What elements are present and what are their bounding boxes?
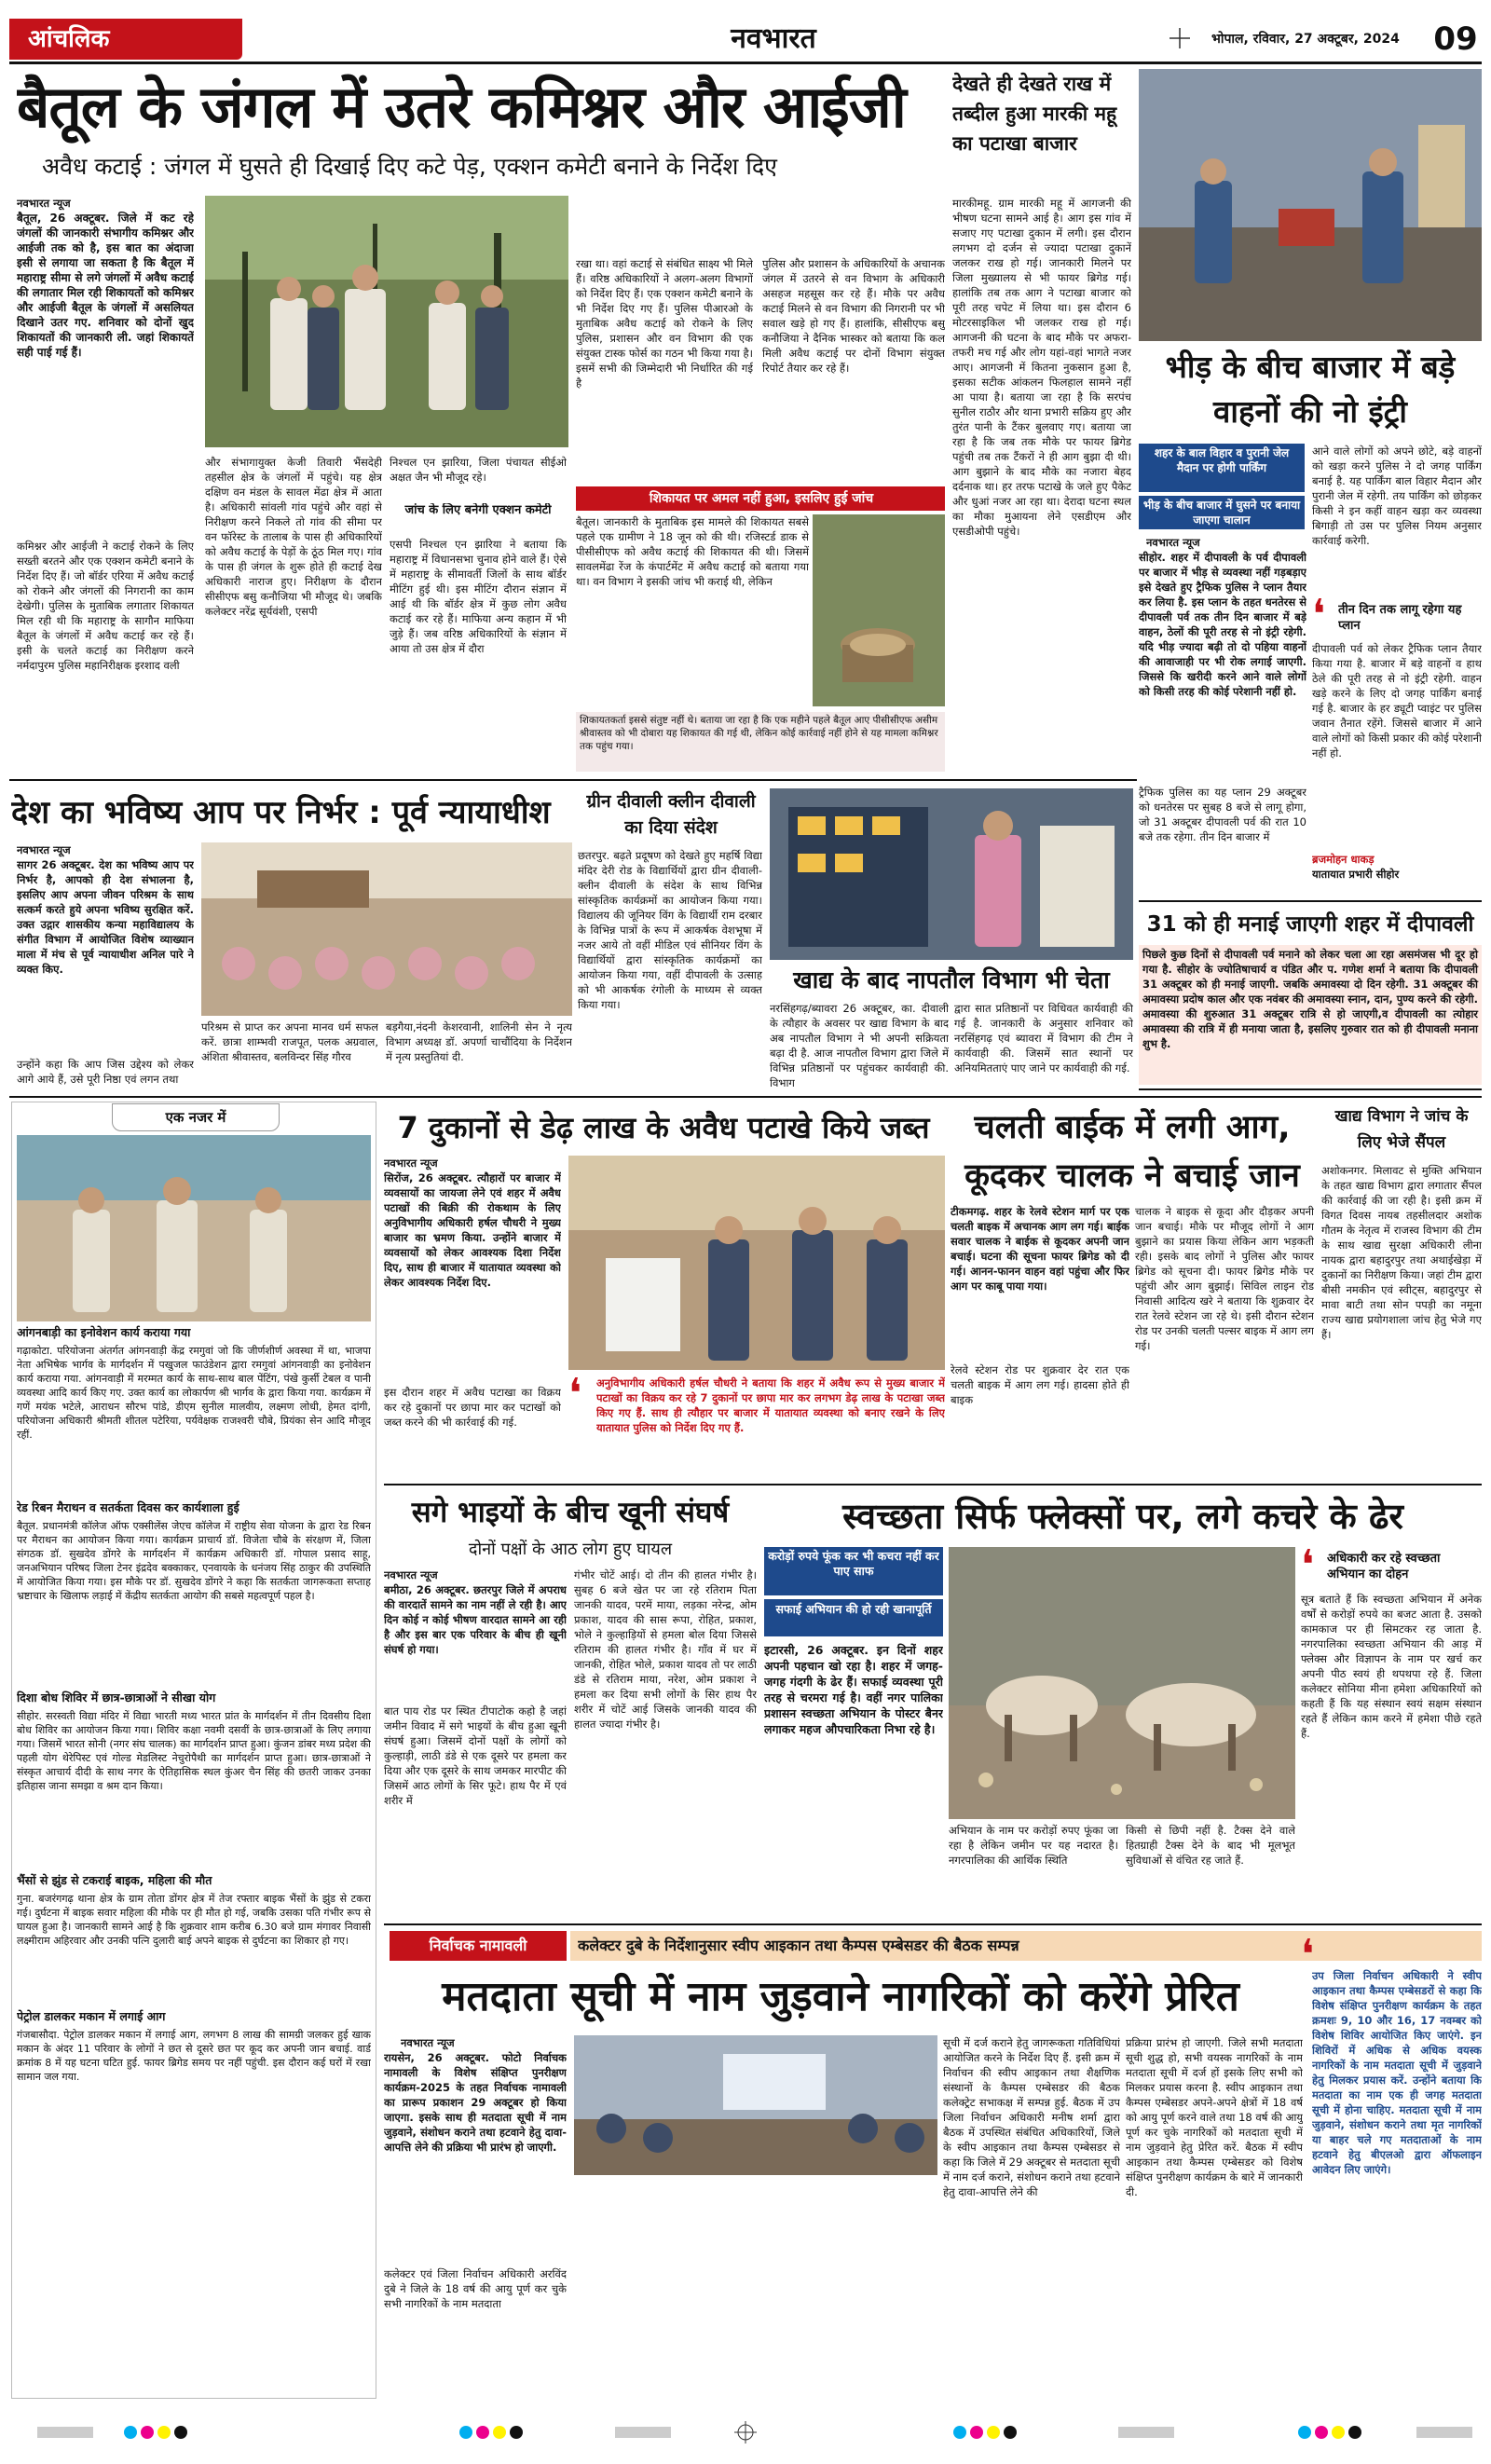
traffic-text3: आने वाले लोगों को अपने छोटे, बड़े वाहनों को खड़ा करने पुलिस ने दो जगह पार्किंग बनाई है. यह पार्किंग बाल विहार मैदान और पुरानी जेल में रहेगी. तय पार्किंग को छोड़कर किसी ने इन कहीं वाहन खड़ा कर व्यवस्था बिगाड़ी तो उस पर पुलिस नियम अनुसार कार्रवाई करेगी. xyxy=(1312,445,1482,547)
clean-quote-text: सूत्र बताते हैं कि स्वच्छता अभियान में अनेक वर्षों से करोड़ों रुपये का बजट आता है. उसको कामकाज पर ही सिमटकर रह जाता है. नगरपालिका स्वच्छता अभियान की आड़ में फ्लेक्स और विज्ञापन के नाम पर खर्च कर अपनी पीठ स्वयं ही थपथपा रहे हैं. जिला कलेक्टर सोनिया मीना हमेशा अधिकारियों को कहती हैं कि यह संस्थान स्वयं सक्षम संस्थान रहते हैं लेकिन काम करने में हमेशा पीछे रहते हैं. xyxy=(1301,1593,1482,1740)
registration-marks-top xyxy=(0,0,1491,9)
brothers-text2: बात पाय रोड पर स्थित टीपाटोक कहो है जहां जमीन विवाद में सगे भाइयों के बीच हुआ खूनी संघर्ष हुआ। जिसमें दोनों पक्षों के लोगों को कुल्हाड़ी, लाठी डंडे से एक दूसरे पर हमला कर दिया और एक दूसरे के साथ जमकर मारपीट की जिसमें आठ लोगों के सिर फूटे। हाथ पैर में एवं शरीर में xyxy=(384,1704,567,1807)
voter-strap: कलेक्टर दुबे के निर्देशानुसार स्वीप आइकान तथा कैम्पस एम्बेसडर की बैठक सम्पन्न xyxy=(578,1937,1019,1954)
traffic-text2: ट्रैफिक पुलिस का यह प्लान 29 अक्टूबर को धनतेरस पर सुबह 8 बजे से लागू होगा, जो 31 अक्टूबर दीपावली पर्व की रात 10 बजे तक रहेगा. तीन दिन बाजार में xyxy=(1139,786,1306,843)
voter-text2: कलेक्टर एवं जिला निर्वाचन अधिकारी अरविंद दुबे ने जिले के 18 वर्ष की आयु पूर्ण कर चुके सभी नागरिकों के नाम मतदाता xyxy=(384,2267,567,2310)
ek-nazar-item-3-head: दिशा बोध शिविर में छात्र-छात्राओं ने सीखा योग xyxy=(17,1691,216,1704)
ek-nazar-item-4-text: गुना. बजरंगगढ़ थाना क्षेत्र के ग्राम तोता डोंगर क्षेत्र में तेज रफ्तार बाइक भैंसों के झुंड से टकरा गई। दुर्घटना में बाइक सवार महिला की मौके पर ही मौत हो गई, जबकि उसका पति गंभीर रूप से घायल हुआ है। जानकारी सामने आई है कि शुक्रवार शाम करीब 6.30 बजे ग्राम मंगावर निवासी लक्ष्मीराम अहिरवार और उनकी पत्नि दुलारी बाई अपने बाइक से दुर्घटना का शिकार हो गए। xyxy=(17,1893,371,1947)
ek-nazar-item-2-head: रेड रिबन मैराथन व सतर्कता दिवस कर कार्यशाला हुई xyxy=(17,1500,239,1514)
diwali31-text: पिछले कुछ दिनों से दीपावली पर्व मनाने को लेकर चला आ रहा असमंजस भी दूर हो गया है. सीहोर के ज्योतिषाचार्य व पंडित और प. गणेश शर्मा ने बताया कि दीपावली 31 अक्टूबर को ही मनाई जाएगी. जबकि अमावस्या दो दिन रहेगी. 31 अक्टूबर की अमावस्या प्रदोष काल और एक नवंबर की अमावस्या स्नान, दान, पुण्य करने की रहेगी. अमावस्या की शुरुआत 31 अक्टूबर रात्रि से हो जाएगी,व दीपावली का त्योहार अमावस्या की रात्रि में ही मनाया जाता है, इसलिए गुरुवार रात को ही दीपावली मनाना शुभ है. xyxy=(1139,945,1482,1085)
headline-judge: देश का भविष्य आप पर निर्भर : पूर्व न्यायाधीश xyxy=(11,794,551,831)
green-diwali-text: छतरपुर. बढ़ते प्रदूषण को देखते हुए महर्षि विद्या मंदिर देरी रोड के विद्यार्थियों द्वारा ग्रीन दीवाली-क्लीन दीवाली के संदेश के साथ विभिन्न सांस्कृतिक कार्यक्रमों का आयोजन किया गया। विद्यालय की जूनियर विंग के विद्यार्थी राम दरबार के विभिन्न पात्रों के रूप में आकर्षक वेशभूषा में नजर आये तो वहीं मीडिल एवं सीनियर विंग के विद्यार्थियों द्वारा सांस्कृतिक कार्यक्रमों का आयोजन किया गया, वहीं दीपावली के उत्साह को भी आकर्षक रंगोली के माध्यम से व्यक्त किया गया। xyxy=(578,849,762,1011)
crackers-seizure-photo xyxy=(568,1156,945,1370)
voter-quote: उप जिला निर्वाचन अधिकारी ने स्वीप आइकान तथा कैम्पस एम्बेसडरों से कहा कि विशेष संक्षिप्त पुनरीक्षण कार्यक्रम के तहत क्रमशः 9, 10 और 16, 17 नवम्बर को विशेष शिविर आयोजित किए जाएंगे. इन शिविरों में अधिक से अधिक वयस्क नागरिकों के नाम मतदाता सूची में जुड़वाने हेतु मिलकर प्रयास करें. उन्होंने बताया कि मतदाता का नाम एक ही जगह मतदाता सूची में होना चाहिए. मतदाता सूची में नाम जुड़वाने, संशोधन कराने तथा मृत नागरिकों या बाहर चले गए मतदाताओं के नाम हटवाने हेतु बीएलओ द्वारा ऑफलाइन आवेदन लिए जाएंगे। xyxy=(1312,1969,1482,2176)
ek-nazar-item-5-head: पेट्रोल डालकर मकान में लगाई आग xyxy=(17,2009,166,2023)
betul-col4: रखा था। वहां कटाई से संबंधित साक्ष्य भी मिले हैं। वरिष्ठ अधिकारियों ने अलग-अलग विभागों को निर्देश दिए हैं। एक एक्शन कमेटी बनाने के भी निर्देश दिए गए हैं। पुलिस पीआरओ के मुताबिक अवैध कटाई को रोकने के लिए पुलिस, प्रशासन और वन विभाग की एक संयुक्त टास्क फोर्स का गठन भी किया गया है। इसमें सभी की जिम्मेदारी भी निर्धारित की गई है xyxy=(576,257,753,390)
voter-quote-mark: ❛ xyxy=(1301,1931,1315,1978)
rule-mid-1 xyxy=(9,1096,1482,1098)
subhead-betul: अवैध कटाई : जंगल में घुसते ही दिखाई दिए कटे पेड़, एक्शन कमेटी बनाने के निर्देश दिए xyxy=(42,153,777,180)
judge-text2: उन्होंने कहा कि आप जिस उद्देश्य को लेकर आगे आये हैं, उसे पूरी निष्ठा एवं लगन तथा xyxy=(17,1058,194,1086)
clean-tag2: सफाई अभियान की हो रही खानापूर्ति xyxy=(775,1602,932,1616)
bike-fire-text2: रेलवे स्टेशन रोड पर शुक्रवार देर रात एक चलती बाइक में आग लग गई। हादसा होते ही बाइक xyxy=(951,1363,1129,1406)
ek-nazar-item-3-text: सीहोर. सरस्वती विद्या मंदिर में विद्या भारती मध्य भारत प्रांत के मार्गदर्शन में तीन दिवसीय दिशा बोध शिविर का आयोजन किया गया। शिविर कक्षा नवमी दसवीं के छात्र-छात्राओं के लिए लगाया गया। जिसमें भारत सोनी (नगर संघ चालक) का मार्गदर्शन प्राप्त हुआ। कुंजन डांबर मध्य प्रदेश की पहली योग थेरेपिस्ट एवं गोल्ड मेडलिस्ट नेचुरोपैथी का मार्गदर्शन प्राप्त हुआ। छात्र-छात्राओं ने संस्कृत आचार्य दीदी के साथ नगर के ऐतिहासिक स्थल कुंअर चैन सिंह की छतरी जाकर उनका इतिहास जाना समझा व श्रम दान किया। xyxy=(17,1710,371,1792)
ek-nazar-item-2-text: बैतूल. प्रधानमंत्री कॉलेज ऑफ एक्सीलेंस जेएच कॉलेज में राष्ट्रीय सेवा योजना के द्वारा रेड रिबन पर मैराथन का आयोजन किया गया। कार्यक्रम प्राचार्य डॉ. विजेता चौबे के संरक्षण में, जिला संगठक डॉ. सुखदेव डोंगरे के मार्गदर्शन में कार्यक्रम अधिकारी डॉ. गोपाल प्रसाद साहू, जनअभियान परिषद जिला टेनर इंद्रदेव बक्काकर, एनवायके के धनंजय सिंह ठाकुर की उपस्थिति में आयोजित किया गया। इस मौके पर डॉ. सुखदेव डोंगरे ने कहा कि सतर्कता जागरूकता सप्ताह भ्रष्टाचार के खिलाफ लड़ाई में केंद्रीय सतर्कता आयोग की सबसे महत्वपूर्ण पहल है। xyxy=(17,1520,371,1602)
brothers-text3: गंभीर चोटें आई। दो तीन की हालत गंभीर है। सुबह 6 बजे खेत पर जा रहे रतिराम पिता जानकी यादव, परमें माया, लड़का नरेन्द्र, ओम प्रकाश, यादव की सास रूपा, रोहित, प्रकाश, भोले ने कुल्हाड़ियों से हमला बोल दिया जिससे रतिराम की हालत गंभीर है। गाँव में घर में जानकी, रोहित भोले, प्रकाश यादव तो पर लाठी डंडे से रतिराम माया, नरेश, ओम प्रकाश ने हमला कर दिया सभी लोगों के सिर हाथ पैर शरीर में चोटें आई जिसके जानकी यादव की हालत ज्यादा गंभीर है। xyxy=(574,1568,757,1731)
brothers-lead: बमीठा, 26 अक्टूबर. छतरपुर जिले में अपराध की वारदातें सामने का नाम नहीं ले रही है। आए दिन कोई न कोई भीषण वारदात सामने आ रही है और इस बार एक परिवार के बीच ही खूनी संघर्ष हो गया। xyxy=(384,1583,567,1656)
crackers-text2: इस दौरान शहर में अवैध पटाखा का विक्रय कर रहे दुकानों पर छापा मार कर पटाखों को जब्त करने की भी कार्रवाई की गई. xyxy=(384,1386,561,1429)
clean-text2: अभियान के नाम पर करोड़ों रुपए फूंका जा रहा है लेकिन जमीन पर यह नदारत है। नगरपालिका की आर्थिक स्थिति xyxy=(949,1824,1118,1867)
headline-betul: बैतूल के जंगल में उतरे कमिश्नर और आईजी xyxy=(17,73,906,141)
clean-lead: इटारसी, 26 अक्टूबर. इन दिनों शहर अपनी पहचान खो रहा है। शहर में जगह-जगह गंदगी के ढेर हैं। सफाई व्यवस्था पूरी तरह से चरमरा गई है। वहीं नगर पालिका प्रशासन स्वच्छता अभियान के पोस्टर बैनर लगाकर महज औपचारिकता निभा रहे है। xyxy=(764,1643,943,1736)
judge-lead: सागर 26 अक्टूबर. देश का भविष्य आप पर निर्भर है, आपको ही देश संभालना है, इसलिए आप अपना जीवन परिश्रम के साथ सत्कर्म करते हुये अपना भविष्य सुरक्षित करें. उक्त उद्गार शासकीय कन्या महाविद्यालय के संगीत विभाग में आयोजित विशेष व्याख्यान माला में मंच से पूर्व न्यायाधीश अनिल पारे ने व्यक्त किए. xyxy=(17,858,194,976)
clean-text3: किसी से छिपी नहीं है. टैक्स देने वाले हितग्राही टैक्स देने के बाद भी मूलभूत सुविधाओं से वंचित रह जाते हैं. xyxy=(1126,1824,1295,1867)
judge-text4: बड़गैया,नंदनी केशरवानी, शालिनी सेन ने नृत्य विभाग अध्यक्ष डॉ. अपर्णा चाचौंदिया के निर्देशन में नृत्य प्रस्तुतियां दी. xyxy=(386,1020,572,1063)
traffic-lead: सीहोर. शहर में दीपावली के पर्व दीपावली पर बाजार में भीड़ से व्यवस्था नहीं गड़बड़ाए इसे देखते हुए ट्रैफिक पुलिस ने प्लान तैयार कर लिया है. इस प्लान के तहत धनतेरस से दीपावली पर्व तक तीन दिन बाजार में बड़े वाहन, ठेलों की पूरी तरह से नो इंट्री रहेगी. यदि भीड़ ज्यादा बढ़ी तो दो पहिया वाहनों की आवाजाही पर भी रोक लगाई जाएगी. जिससे कि खरीदी करने आने वाले लोगों को किसी तरह की कोई परेशानी नहीं हो. xyxy=(1139,551,1306,698)
voter-text3: सूची में दर्ज कराने हेतु जागरूकता गतिविधियां आयोजित करने के निर्देश दिए हैं. इसी क्रम में निर्वाचन की स्वीप आइकान तथा शैक्षणिक संस्थानों के कैम्पस एम्बेसडर की बैठक कलेक्ट्रेट सभाकक्ष में सम्पन्न हुई. बैठक में उप जिला निर्वाचन अधिकारी मनीष शर्मा द्वारा बैठक में उपस्थित संबंधित अधिकारियों, जिले के स्वीप आइकान तथा कैम्पस एम्बेसडर से कहा कि जिले में 29 अक्टूबर से मतदाता सूची में नाम दर्ज कराने, संशोधन कराने तथा हटवाने हेतु दावा-आपत्ति लेने की xyxy=(943,2036,1120,2198)
betul-col1: कमिश्नर और आईजी ने कटाई रोकने के लिए सख्ती बरतने और एक एक्शन कमेटी बनाने के निर्देश दिए हैं। जो बॉर्डर एरिया में अवैध कटाई को रोकने और जंगलों की निगरानी का काम देखेगी। पुलिस के मुताबिक लगातार शिकायत मिल रही थी कि महाराष्ट्र के सागौन माफिया बैतूल के जंगलों में अवैध कटाई कर रहे हैं। इसी के चलते कटाई का निरीक्षण करने नर्मदापुरम पुलिस महानिरीक्षक इरशाद वली xyxy=(17,540,194,672)
traffic-tag2: भीड़ के बीच बाजार में घुसने पर बनाया जाएगा चालान xyxy=(1142,499,1301,527)
header-rule xyxy=(9,62,1482,64)
headline-brothers: सगे भाइयों के बीच खूनी संघर्ष xyxy=(411,1496,730,1529)
complaint-box-caption: शिकायतकर्ता इससे संतुष्ट नहीं थे। बताया जा रहा है कि एक महीने पहले बैतूल आए पीसीसीएफ असीम श्रीवास्तव को भी दोबारा यह शिकायत की गई थी, लेकिन कोई कार्रवाई नहीं होने से यह मामला कमिश्नर तक पहुंच गया। xyxy=(576,712,945,772)
betul-forest-photo xyxy=(205,196,568,447)
clean-quote-mark: ❛ xyxy=(1301,1541,1315,1589)
section-label-text: आंचलिक xyxy=(28,25,110,53)
food-weights-text2: द्वारा सात प्रतिष्ठानों पर विधिवत कार्यवाही की गई है. जानकारी के अनुसार शनिवार को नरसिंहगढ़ एवं ब्यावरा में विभाग की टीम ने कार्यवाही की. जिसमें सात स्थानों पर अनियमितताएं पाए जाने पर कार्यवाही की गई. xyxy=(954,1002,1133,1075)
rule-mid-2 xyxy=(384,1484,1482,1485)
headline-traffic: भीड़ के बीच बाजार में बड़े वाहनों की नो इंट्री xyxy=(1165,349,1456,430)
headline-crackers: 7 दुकानों से डेढ़ लाख के अवैध पटाखे किये जब्त xyxy=(397,1110,930,1145)
traffic-quote-title: तीन दिन तक लागू रहेगा यह प्लान xyxy=(1338,603,1462,633)
traffic-quote-mark: ❛ xyxy=(1312,591,1326,638)
bike-fire-text3: चालक ने बाइक से कूदा और दौड़कर अपनी जान बचाई। मौके पर मौजूद लोगों ने आग बुझाने का प्रयास किया लेकिन आग भड़कती रही। इसके बाद लोगों ने पुलिस और फायर ब्रिगेड को सूचना दी। फायर ब्रिगेड मौके पर पहुंची और आग बुझाई। सिविल लाइन रोड निवासी आदित्य खरे ने बताया कि शुक्रवार देर रात रेलवे स्टेशन जा रहे थे। इसी दौरान स्टेशन रोड पर उनकी चलती पल्सर बाइक में आग लग गई। xyxy=(1135,1205,1314,1352)
headline-cleanliness: स्वच्छता सिर्फ फ्लेक्सों पर, लगे कचरे के ढेर xyxy=(842,1496,1403,1537)
food-weights-text1: नरसिंहगढ़/ब्यावरा 26 अक्टूबर, का. दीवाली के त्यौहार के अवसर पर खाद्य विभाग के बाद अब नापतौल विभाग ने भी अपनी सक्रियता बढ़ा दी है. आज नापतौल विभाग द्वारा जिले में विभिन्न प्रतिष्ठानों पर पहुंचकर कार्यवाही की. विभाग xyxy=(770,1002,949,1089)
voter-text4: प्रक्रिया प्रारंभ हो जाएगी. जिले सभी मतदाता सूची शुद्ध हो, सभी वयस्क नागरिकों के नाम मतदाता सूची में दर्ज हों इसके लिए सभी को मिलकर प्रयास करना है. स्वीप आइकान तथा कैम्पस एम्बेसडर अपने-अपने क्षेत्रों में 18 वर्ष को आयु पूर्ण करने वाले तथा 18 वर्ष की आयु पूर्ण कर चुके नागरिकों को मतदाता सूची में नाम जुड़वाने हेतु प्रेरित करें. बैठक में स्वीप आइकान तथा कैम्पस एम्बेसडर को विशेष संक्षिप्त पुनरीक्षण कार्यक्रम के बारे में जानकारी दी. xyxy=(1126,2036,1303,2198)
betul-col5: पुलिस और प्रशासन के अधिकारियों के अचानक जंगल में उतरने से वन विभाग के अधिकारी असहज महसूस कर रहे हैं। मौके पर अवैध कटाई मिलने से वन विभाग की निगरानी पर भी सवाल खड़े हो गए हैं। हालांकि, सीसीएफ बसु कनौजिया ने दैनिक भास्कर को बताया कि कल मिली अवैध कटाई पर दोनों विभाग संयुक्त रिपोर्ट तैयार कर रहे हैं। xyxy=(762,257,945,375)
ek-nazar-title: एक नजर में xyxy=(165,1109,226,1126)
brand-name: नवभारत xyxy=(731,22,816,55)
dateline: भोपाल, रविवार, 27 अक्टूबर, 2024 xyxy=(1211,32,1400,47)
rule-traffic-bottom xyxy=(1139,900,1482,902)
garbage-cows-photo xyxy=(949,1547,1295,1819)
judge-dateline: नवभारत न्यूज xyxy=(17,843,71,856)
food-sample-text: अशोकनगर. मिलावट से मुक्ति अभियान के तहत खाद्य विभाग द्वारा लगातार सैंपल की कार्रवाई की जा रही है। इसी क्रम में विगत दिवस नायब तहसीलदार अशोक गौतम के नेतृत्व में राजस्व विभाग की टीम के साथ खाद्य सुरक्षा अधिकारी लीना नायक द्वारा बहादुरपुर तथा अथाईखेड़ा में दुकानों का निरीक्षण किया। जहां टीम द्वारा बीसी नमकीन एवं स्वीट्स, बहादुरपुर से मावा बाटी तथा सोन पपड़ी का नमूना राज्य खाद्य प्रयोगशाला जांच हेतु भेजे गए हैं। xyxy=(1321,1164,1482,1341)
headline-green-diwali: ग्रीन दीवाली क्लीन दीवाली का दिया संदेश xyxy=(586,791,756,838)
ek-nazar-item-1-text: गढ़ाकोटा. परियोजना अंतर्गत आंगनवाड़ी केंद्र रमगुवां जो कि जीर्णशीर्ण अवस्था में था, भाजपा नेता अभिषेक भार्गव के मार्गदर्शन में पखुजल फाउंडेशन द्वारा रमगुवां आंगनवाड़ी का इनोवेशन कार्य कराया गया. आंगनवाड़ी में मरम्मत कार्य के साथ-साथ बाल पेंटिंग, पंखे कुर्सी टेबल व पानी व्यवस्था आदि कार्य किए गए. उक्त कार्य का लोकार्पण श्री भार्गव के द्वारा किया गया. कार्यक्रम में गणें मयंक भटेले, आराधन सौरभ पांडे, डीएम सुनील मालवीय, लक्ष्मण लोधी, हेमत दांगी, परियोजना अधिकारी श्रीमती शीतल पटेरिया, पर्यवेक्षक राजश्वरी चौबे, प्रियंका सेन आदि मौजूद रहीं. xyxy=(17,1345,371,1441)
brothers-dateline: नवभारत न्यूज xyxy=(384,1568,438,1581)
ek-nazar-item-5-text: गंजबासौदा. पेट्रोल डालकर मकान में लगाई आग, लगभग 8 लाख की सामग्री जलकर हुई खाक मकान के अंदर 11 परिवार के लोगों ने छत से दूसरे छत पर कूद कर अपनी जान बचाई. वार्ड क्रमांक 8 में यह घटना घटित हुई. फायर ब्रिगेड समय पर नहीं पहुंची. इस दौरान कई घरों में रखा सामान जल गया. xyxy=(17,2029,371,2083)
shop-inspection-photo xyxy=(770,788,1133,960)
headline-bike-fire: चलती बाईक में लगी आग, कूदकर चालक ने बचाई जान xyxy=(964,1109,1300,1195)
ek-nazar-item-1-head: आंगनबाड़ी का इनोवेशन कार्य कराया गया xyxy=(17,1325,191,1339)
voter-dateline: नवभारत न्यूज xyxy=(401,2036,455,2049)
headline-voter: मतदाता सूची में नाम जुड़वाने नागरिकों को करेंगे प्रेरित xyxy=(442,1973,1239,2020)
traffic-quote-author: ब्रजमोहन धाकड़ xyxy=(1312,853,1375,866)
betul-col3a: निश्चल एन झारिया, जिला पंचायत सीईओ अक्षत जैन भी मौजूद रहे। xyxy=(390,456,567,484)
traffic-dateline: नवभारत न्यूज xyxy=(1146,536,1200,549)
traffic-quote-text: दीपावली पर्व को लेकर ट्रैफिक प्लान तैयार किया गया है. बाजार में बड़े वाहनों व हाथ ठेले की पूरी तरह से नो इंट्री रहेगी. वाहन खड़े करने के लिए दो जगह पार्किंग बनाई गई है. बाजार के हर ड्यूटी प्वाइंट पर पुलिस जवान तैनात रहेंगे. जिससे बाजार में आने वाले लोगों को किसी प्रकार की कोई परेशानी नहीं हो. xyxy=(1312,642,1482,760)
crackers-quote: अनुविभागीय अधिकारी हर्षल चौधरी ने बताया कि शहर में अवैध रूप से मुख्य बाजार में पटाखों का विक्रय कर रहे 7 दुकानों पर छापा मार कर लगभग डेढ़ लाख के पटाखा जब्त किए गए हैं. साथ ही त्यौहार पर बाजार में यातायात व्यवस्था को बनाए रखने के लिए यातायात पुलिस को निर्देश दिए गए हैं. xyxy=(596,1376,945,1434)
tree-stump-photo xyxy=(813,514,945,706)
rule-diwali-bottom xyxy=(1139,1088,1482,1090)
headline-food-sample: खाद्य विभाग ने जांच के लिए भेजे सैंपल xyxy=(1334,1107,1469,1152)
subhead-brothers: दोनों पक्षों के आठ लोग हुए घायल xyxy=(468,1540,673,1559)
mahu-fire-text: मारकीमहू. ग्राम मारकी महू में आगजनी की भीषण घटना सामने आई है। आग इस गांव में सजाए गए पटाखा दुकान में लगी। इस दौरान लगभग दो दर्जन से ज्यादा पटाखा दुकानें जलकर राख हो गई। जानकारी मिलने पर जिला मुख्यालय से भी फायर ब्रिगेड गई। हालांकि तब तक आग ने पटाखा बाजार को पूरी तरह चपेट में लिया था। इस दौरान 6 मोटरसाइकिल भी जलकर राख हो गई। आगजनी की घटना के बाद मौके पर अफरा-तफरी मच गई और लोग यहां-वहां भागते नजर आए। आगजनी में कितना नुकसान हुआ है, इसका सटीक आंकलन फिलहाल सामने नहीं आ पाया है। बताया जा रहा है कि सरपंच सुनील राठौर और थाना प्रभारी सक्रिय हुए और तुरंत पानी के टैंकर बुलवाए गए। बताया जा रहा है कि जब तक मौके पर फायर ब्रिगेड पहुंची तब तक टैंकरों ने ही आग बुझा दी थी। आग बुझाने के बाद मौके का नजारा बेहद दर्दनाक था। हर तरफ पटाखे के जले हुए पैकेट और धुआं नजर आ रहा था। देरादा घटना स्थल का मौका मुआयना लेने एसडीएम और एसडीओपी पहुंचे। xyxy=(952,197,1131,538)
rule-mid-3 xyxy=(384,1923,1482,1925)
traffic-police-photo xyxy=(1139,69,1482,341)
clean-quote-title: अधिकारी कर रहे स्वच्छता अभियान का दोहन xyxy=(1327,1552,1441,1581)
voter-meeting-photo xyxy=(574,2035,937,2175)
bike-fire-lead: टीकमगढ़. शहर के रेलवे स्टेशन मार्ग पर एक चलती बाइक में अचानक आग लग गई। बाईक सवार चालक ने बाईक से कूदकर अपनी जान बचाई। घटना की सूचना फायर ब्रिगेड को दी गई। आनन-फानन वाहन वहां पहुंचा और फिर आग पर काबू पाया गया। xyxy=(951,1205,1129,1293)
headline-diwali31: 31 को ही मनाई जाएगी शहर में दीपावली xyxy=(1146,912,1474,937)
crackers-dateline: नवभारत न्यूज xyxy=(384,1157,438,1170)
clean-tag1: करोड़ों रुपये फूंक कर भी कचरा नहीं कर पाए साफ xyxy=(768,1549,939,1578)
complaint-box-text: बैतूल। जानकारी के मुताबिक इस मामले की शिकायत सबसे पहले एक ग्रामीण ने 18 जून को की थी। रजिस्टर्ड डाक से पीसीसीएफ को अवैध कटाई की शिकायत की थी। जिसमें सावलमेंढा रेंज के कंपार्टमेंट में अवैध कटाई को बताया गया था। वन विभाग ने इसकी जांच भी कराई थी, लेकिन xyxy=(576,515,809,588)
headline-food-weights: खाद्य के बाद नापतौल विभाग भी चेता xyxy=(793,966,1110,993)
betul-col3b: एसपी निश्चल एन झारिया ने बताया कि महाराष्ट्र में विधानसभा चुनाव होने वाले हैं। ऐसे में महाराष्ट्र के सीमावर्ती जिलों के साथ बॉर्डर मीटिंग हुई थी। इस मीटिंग दौरान संज्ञान में आई थी कि बॉर्डर क्षेत्र में कुछ लोग अवैध कटाई कर रहे हैं। माफिया अन्य कहान में भी जुड़े हैं। जब वरिष्ठ अधिकारियों के संज्ञान में आया तो उस क्षेत्र में दौरा xyxy=(390,538,567,655)
judge-event-photo xyxy=(201,842,572,1016)
traffic-quote-role: यातायात प्रभारी सीहोर xyxy=(1312,868,1400,881)
betul-col2: और संभागायुक्त केजी तिवारी भैंसदेही तहसील क्षेत्र के जंगलों में पहुंचे। यह क्षेत्र दक्षिण वन मंडल के सावल मेंढा क्षेत्र में आता है। अधिकारी सांवली गांव पहुंचे और वहां से निरीक्षण करने निकले तो गांव की सीमा पर वन फॉरेस्ट के तालाब के पास ही अधिकारियों को अवैध कटाई के पेड़ों के ठूंठ मिल गए। गांव के पास ही जंगल के शुरू होते ही कटाई देख अधिकारी नाराज हुए। निरीक्षण के दौरान सीसीएफ बसु कनौजिया भी मौजूद थे। जबकि कलेक्टर नरेंद्र सूर्यवंशी, एसपी xyxy=(205,456,382,618)
registration-marks-bottom xyxy=(0,2414,1491,2451)
betul-col3-subhead: जांच के लिए बनेगी एक्शन कमेटी xyxy=(404,503,552,517)
voter-label: निर्वाचक नामावली xyxy=(429,1937,527,1954)
complaint-box-title: शिकायत पर अमल नहीं हुआ, इसलिए हुई जांच xyxy=(649,491,874,506)
judge-text3: परिश्रम से प्राप्त कर अपना मानव धर्म सफल करें. छात्रा शाम्भवी राजपूत, पलक अग्रवाल, अंशिता श्रीवास्तव, बलविन्दर सिंह गौरव xyxy=(201,1020,378,1063)
betul-dateline: नवभारत न्यूज xyxy=(17,197,71,210)
crackers-quote-mark: ❛ xyxy=(568,1370,582,1417)
headline-mahu-fire: देखते ही देखते राख में तब्दील हुआ मारकी महू का पटाखा बाजार xyxy=(952,73,1117,155)
rule-betul-bottom xyxy=(9,779,1137,781)
voter-lead: रायसेन, 26 अक्टूबर. फोटो निर्वाचक नामावली के विशेष संक्षिप्त पुनरीक्षण कार्यक्रम-2025 के तहत निर्वाचक नामावली का प्रारूप प्रकाशन 29 अक्टूबर हो किया जाएगा. इसके साथ ही मतदाता सूची में नाम जुड़वाने, संशोधन कराने तथा हटवाने हेतु दावा-आपत्ति लेने की प्रक्रिया भी प्रारंभ हो जाएगी. xyxy=(384,2051,567,2154)
crackers-lead: सिरोंज, 26 अक्टूबर. त्यौहारों पर बाजार में व्यवसायों का जायजा लेने एवं शहर में अवैध पटाखों की बिक्री की रोकथाम के लिए अनुविभागीय अधिकारी हर्षल चौधरी ने मुख्य बाजार का भ्रमण किया. उन्होंने बाजार में व्यवसायों को लेकर आवश्यक दिशा निर्देश दिए, साथ ही बाजार में यातायात व्यवस्था को लेकर आवश्यक निर्देश दिए. xyxy=(384,1171,561,1289)
betul-lead: बैतूल, 26 अक्टूबर. जिले में कट रहे जंगलों की जानकारी संभागीय कमिश्नर और आईजी तक को है, इस बात का अंदाजा इसी से लगाया जा सकता है कि बैतूल में महाराष्ट्र सीमा से लगे जंगलों में अवैध कटाई की लगातार मिल रही शिकायतों को कमिश्नर और आईजी बैतूल के जंगलों में असलियत दिखाने उतर गए. शनिवार को दोनों खुद शिकायतों की जानकारी ली. जहां शिकायतें सही पाई गई हैं। xyxy=(17,212,194,359)
anganwadi-photo xyxy=(17,1135,371,1321)
traffic-tag1: शहर के बाल विहार व पुरानी जेल मैदान पर होगी पार्किंग xyxy=(1154,446,1290,474)
crosshair-mark xyxy=(1170,28,1190,48)
ek-nazar-item-4-head: भैंसों से झुंड से टकराई बाइक, महिला की मौत xyxy=(17,1873,212,1887)
page-number: 09 xyxy=(1433,21,1478,58)
